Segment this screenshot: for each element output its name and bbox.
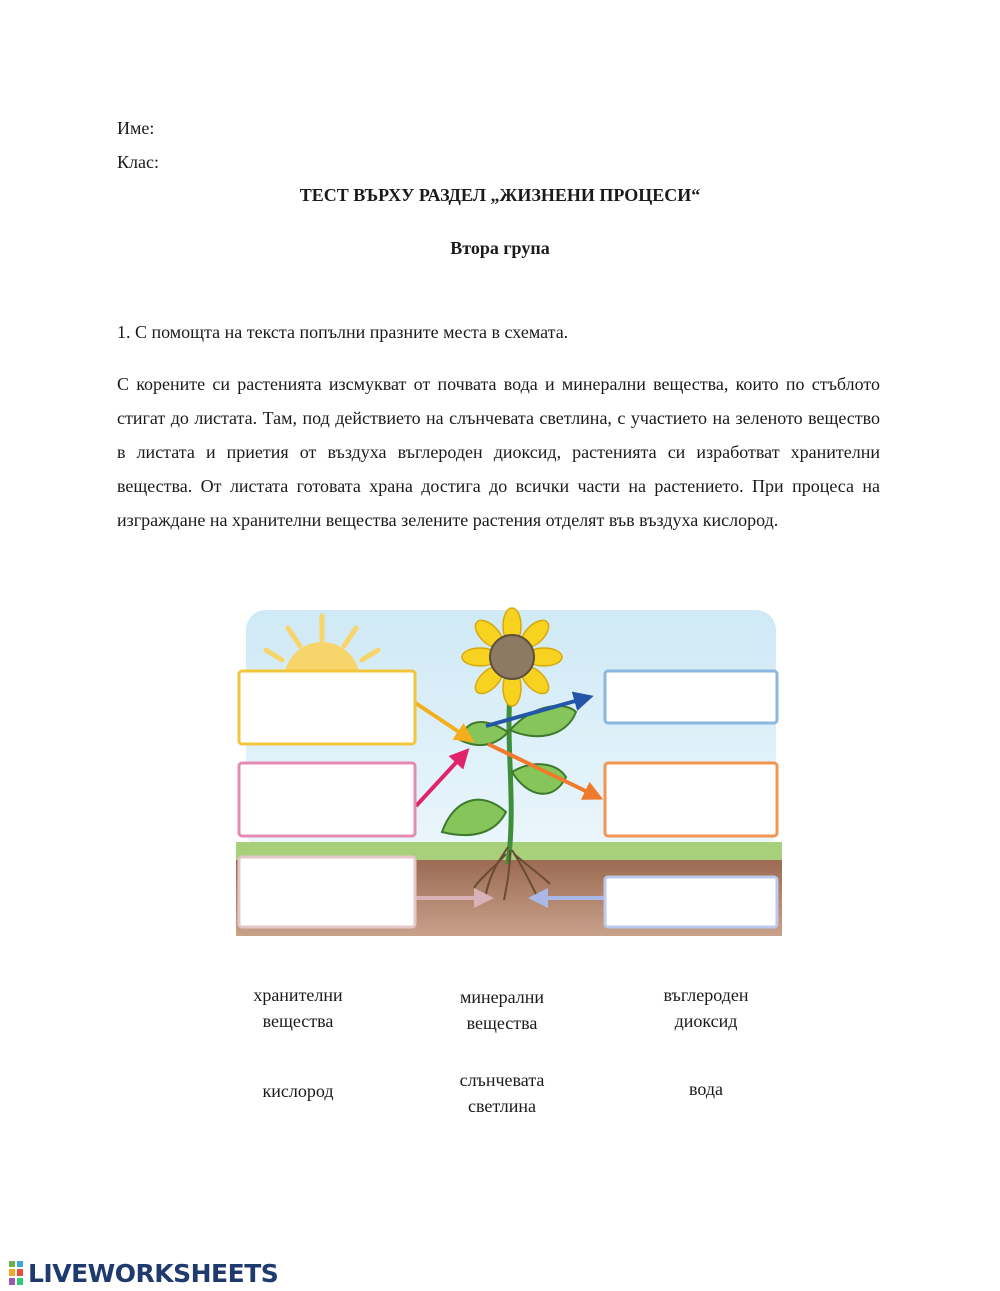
test-title: ТЕСТ ВЪРХУ РАЗДЕЛ „ЖИЗНЕНИ ПРОЦЕСИ“ [299,185,701,205]
logo-square [9,1261,15,1267]
word-oxygen[interactable]: кислород [262,1081,334,1101]
photosynthesis-diagram [236,602,782,940]
group-subtitle: Втора група [450,238,550,258]
question-text: 1. С помощта на текста попълни празните места в схемата. [117,322,569,342]
logo-square [17,1278,23,1285]
name-label: Име: [117,118,155,138]
answer-box-middle-left[interactable] [239,763,415,836]
logo-square [17,1261,23,1267]
answer-box-middle-right[interactable] [605,763,777,836]
question-paragraph: С корените си растенията изсмукват от почвата вода и минерални вещества, които по стъблото стигат до листата. Там, под действието на слънчевата светлина, с участието на зеленото вещество в листата и приетия от въздуха въглероден диоксид, растенията си изработват хранителни вещества. От листата готовата храна достига до всички части на растението. При процеса на изграждане на хранителни вещества зелените растения отделят във въздуха кислород. [117,374,880,530]
word-sunlight[interactable]: слънчевата светлина [459,1070,545,1116]
logo-text: LIVEWORKSHEETS [28,1258,279,1288]
word-minerals[interactable]: минерални вещества [459,987,545,1033]
class-label: Клас: [117,152,159,172]
answer-box-top-right[interactable] [605,671,777,723]
liveworksheets-logo[interactable] [8,1256,278,1290]
answer-box-bottom-right[interactable] [605,877,777,927]
logo-square [9,1278,15,1285]
word-carbon-dioxide[interactable]: въглероден диоксид [663,985,749,1031]
logo-icon [8,1260,24,1286]
answer-box-bottom-left[interactable] [239,857,415,927]
logo-square [9,1269,15,1276]
word-water[interactable]: вода [688,1079,723,1099]
word-nutrients[interactable]: хранителни вещества [253,985,343,1031]
answer-box-top-left[interactable] [239,671,415,744]
logo-square [17,1269,23,1276]
